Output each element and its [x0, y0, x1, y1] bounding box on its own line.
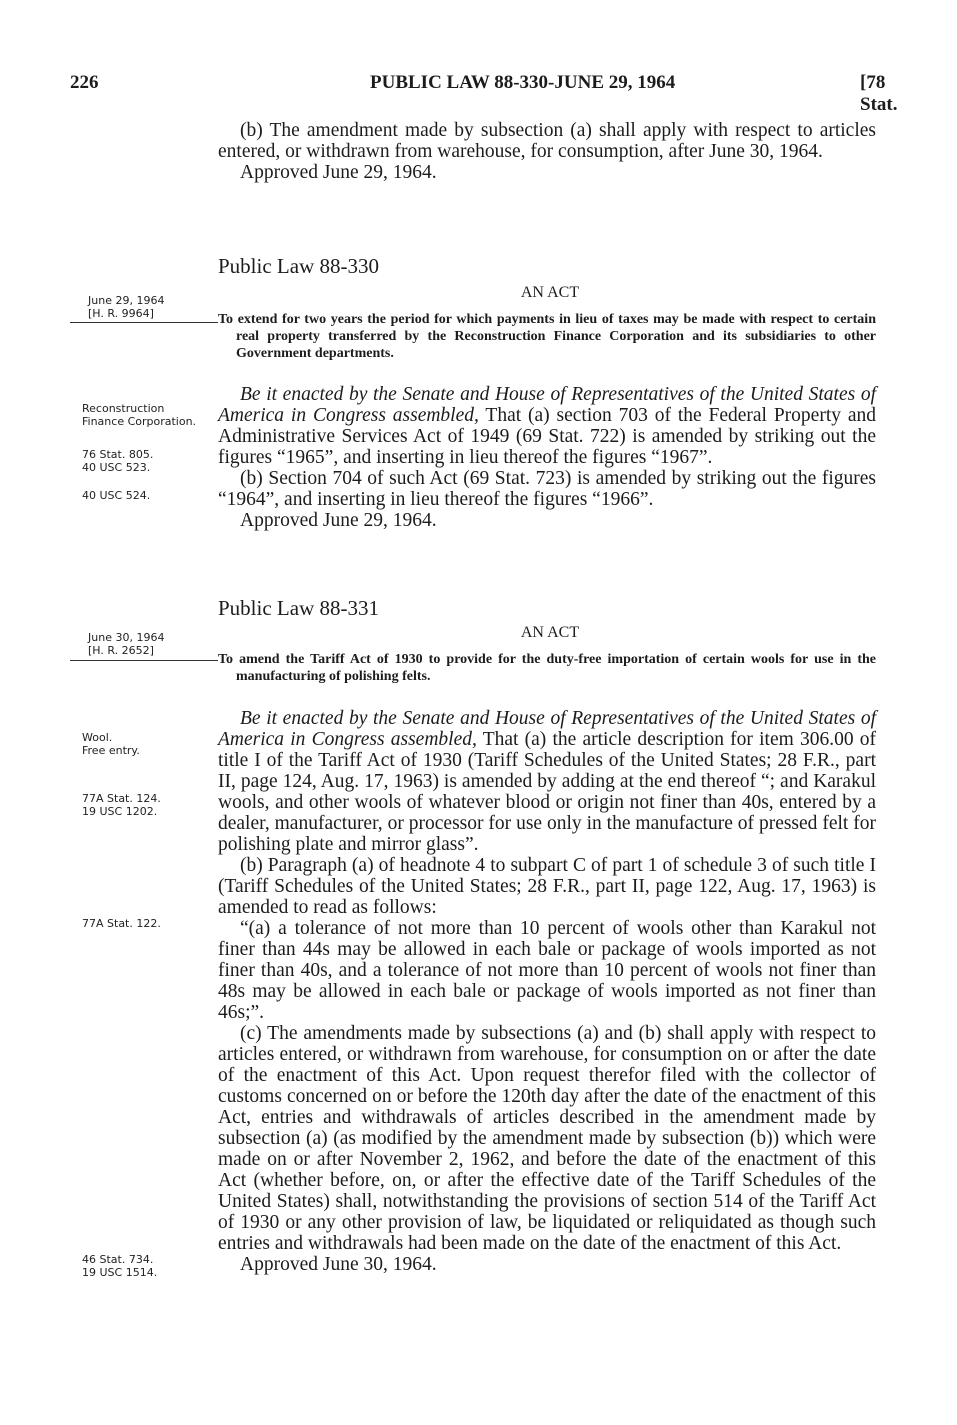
law-331-enacting-clause: Be it enacted by the Senate and House of Representatives of the United States of America in Congress assembled,	[218, 708, 876, 750]
law-330-bill: [H. R. 9964]	[88, 307, 154, 320]
previous-law-tail	[218, 120, 876, 183]
law-330-enacting-clause: Be it enacted by the Senate and House of Representatives of the United States of America in Congress assembled,	[218, 384, 876, 426]
law-330-description-text: To extend for two years the period for which payments in lieu of taxes may be made with respect to certain real property transferred by the Reconstruction Finance Corporation and its subsidiaries to other Government departments.	[218, 312, 876, 361]
law-331-section-b: (b) Paragraph (a) of headnote 4 to subpart C of part 1 of schedule 3 of such title I (Tariff Schedules of the United States; 28 F.R., part II, page 122, Aug. 17, 1963) is amended to read as follows:	[218, 855, 876, 918]
law-331-an-act: AN ACT	[520, 624, 580, 641]
law-330-cite-3: 40 USC 524.	[82, 489, 151, 502]
law-331-subject-2: Free entry.	[82, 744, 140, 757]
law-330-cite-2: 40 USC 523.	[82, 461, 151, 474]
law-330-margin-cites	[82, 448, 202, 474]
prev-paragraph-b: (b) The amendment made by subsection (a) shall apply with respect to articles entered, or withdrawn from warehouse, for consumption, after June 30, 1964.	[218, 120, 876, 162]
law-330-approved: Approved June 29, 1964.	[240, 510, 437, 531]
running-header	[70, 72, 898, 115]
law-330-an-act: AN ACT	[520, 284, 580, 301]
law-331-date-note	[88, 631, 218, 657]
law-330-section-a-text: That (a) section 703 of the Federal Property and Administrative Services Act of 1949 (69 Stat. 722) is amended by striking out the figures “1965”, and inserting in lieu thereof the figures “1967”.	[218, 405, 877, 468]
running-title: PUBLIC LAW 88-330-JUNE 29, 1964	[370, 72, 676, 93]
volume-label: [78 Stat.	[860, 72, 898, 115]
law-331-body	[218, 708, 876, 1275]
law-331-margin-rule	[70, 660, 218, 661]
prev-approved: Approved June 29, 1964.	[240, 162, 437, 183]
law-331-cite-1: 77A Stat. 124.	[82, 792, 161, 805]
law-331-quote-a: “(a) a tolerance of not more than 10 percent of wools other than Karakul not finer than 44s may be allowed in each bale or package of wools imported as not finer than 40s, and a tolerance of not more than 10 percent of wools not finer than 48s may be allowed in each bale or package of wools imported as not finer than 46s;”.	[218, 918, 876, 1023]
law-331-margin-cites-1	[82, 792, 202, 818]
law-331-subject-1: Wool.	[82, 731, 113, 744]
law-331-description-text: To amend the Tariff Act of 1930 to provide for the duty-free importation of certain wools for use in the manufacturing of polishing felts.	[218, 652, 876, 684]
law-330-margin-subject: Reconstruction Finance Corporation.	[82, 402, 197, 428]
law-331-description	[218, 651, 876, 685]
law-331-title: Public Law 88-331	[218, 596, 379, 620]
law-330-margin-rule	[70, 322, 218, 323]
law-330-title: Public Law 88-330	[218, 254, 379, 278]
law-331-cite-3: 77A Stat. 122.	[82, 917, 161, 930]
law-330-description	[218, 311, 876, 362]
law-331-date: June 30, 1964	[88, 631, 165, 644]
law-331-section-c: (c) The amendments made by subsections (a) and (b) shall apply with respect to articles entered, or withdrawn from warehouse, for consumption on or after the date of the enactment of this Act. Upon request therefor filed with the collector of customs concerned on or before the 120th day after the date of the enactment of this Act, entries and withdrawals of articles described in the amendment made by subsection (a) (as modified by the amendment made by subsection (b)) which were made on or after November 2, 1962, and before the date of the enactment of this Act (whether before, on, or after the effective date of the Tariff Schedules of the United States) shall, notwithstanding the provisions of section 514 of the Tariff Act of 1930 or any other provision of law, be liquidated or reliquidated as though such entries and withdrawals had been made on the date of the enactment of this Act.	[218, 1023, 876, 1254]
law-331-approved: Approved June 30, 1964.	[240, 1254, 437, 1275]
law-331-margin-cites-2	[82, 1253, 202, 1279]
law-330-cite-1: 76 Stat. 805.	[82, 448, 154, 461]
law-331-bill: [H. R. 2652]	[88, 644, 154, 657]
law-331-cite-5: 19 USC 1514.	[82, 1266, 158, 1279]
law-331-cite-4: 46 Stat. 734.	[82, 1253, 154, 1266]
law-330-date-note	[88, 294, 218, 320]
law-330-date: June 29, 1964	[88, 294, 165, 307]
law-331-section-a-text: That (a) the article description for item 306.00 of title I of the Tariff Act of 1930 (Tariff Schedules of the United States; 28 F.R., part II, page 124, Aug. 17, 1963) is amended by adding at the end thereof “; and Karakul wools, and other wools of whatever blood or origin not finer than 40s, entered by a dealer, manufacturer, or processor for use only in the manufacture of pressed felt for polishing plate and mirror glass”.	[218, 729, 877, 855]
law-330-body	[218, 384, 876, 531]
law-331-margin-subject	[82, 731, 202, 757]
law-331-cite-2: 19 USC 1202.	[82, 805, 158, 818]
law-331-section-a	[218, 708, 876, 855]
law-330-section-a	[218, 384, 876, 468]
page-number: 226	[70, 72, 99, 93]
law-330-section-b: (b) Section 704 of such Act (69 Stat. 723) is amended by striking out the figures “1964”, and inserting in lieu thereof the figures “1966”.	[218, 468, 876, 510]
